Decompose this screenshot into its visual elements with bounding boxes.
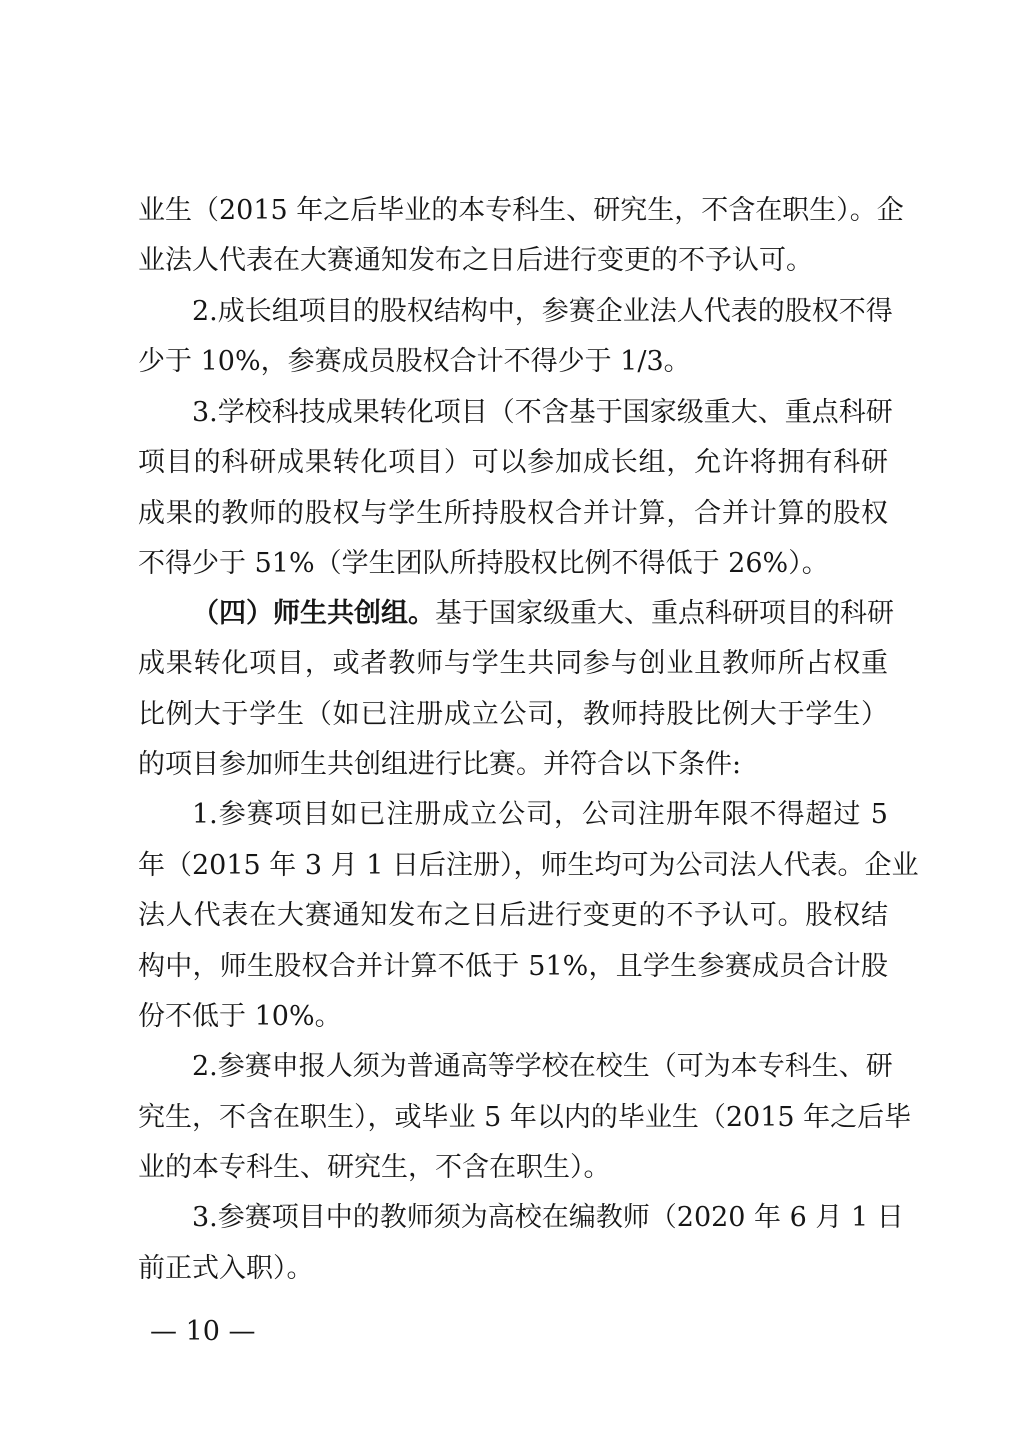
text-line-1: 业生（2015 年之后毕业的本专科生、研究生，不含在职生）。企	[138, 195, 904, 226]
text-line-18: 2.参赛申报人须为普通高等学校在校生（可为本专科生、研	[192, 1051, 893, 1082]
text-line-5: 3.学校科技成果转化项目（不含基于国家级重大、重点科研	[192, 397, 893, 428]
text-line-12: 的项目参加师生共创组进行比赛。并符合以下条件:	[138, 749, 742, 780]
text-line-6: 项目的科研成果转化项目）可以参加成长组，允许将拥有科研	[138, 447, 888, 478]
text-line-11: 比例大于学生（如已注册成立公司，教师持股比例大于学生）	[138, 699, 888, 730]
text-line-15: 法人代表在大赛通知发布之日后进行变更的不予认可。股权结	[138, 900, 888, 931]
text-line-14: 年（2015 年 3 月 1 日后注册），师生均可为公司法人代表。企业	[138, 850, 919, 881]
text-line-3: 2.成长组项目的股权结构中，参赛企业法人代表的股权不得	[192, 296, 893, 327]
text-line-19: 究生，不含在职生），或毕业 5 年以内的毕业生（2015 年之后毕	[138, 1102, 912, 1133]
text-line-2: 业法人代表在大赛通知发布之日后进行变更的不予认可。	[138, 245, 813, 276]
text-line-16: 构中，师生股权合并计算不低于 51%，且学生参赛成员合计股	[138, 951, 888, 982]
text-line-10: 成果转化项目，或者教师与学生共同参与创业且教师所占权重	[138, 648, 888, 679]
page-number: — 10 —	[150, 1316, 256, 1347]
section-heading-text: 基于国家级重大、重点科研项目的科研	[435, 598, 894, 629]
text-line-13: 1.参赛项目如已注册成立公司，公司注册年限不得超过 5	[192, 799, 888, 830]
text-line-21: 3.参赛项目中的教师须为高校在编教师（2020 年 6 月 1 日	[192, 1202, 904, 1233]
text-line-20: 业的本专科生、研究生，不含在职生）。	[138, 1152, 611, 1183]
text-line-17: 份不低于 10%。	[138, 1001, 342, 1032]
text-line-4: 少于 10%，参赛成员股权合计不得少于 1/3。	[138, 346, 691, 377]
text-line-8: 不得少于 51%（学生团队所持股权比例不得低于 26%）。	[138, 548, 829, 579]
section-heading: （四）师生共创组。	[192, 598, 435, 629]
text-line-9	[192, 594, 894, 634]
text-line-7: 成果的教师的股权与学生所持股权合并计算，合并计算的股权	[138, 498, 888, 529]
text-line-22: 前正式入职）。	[138, 1253, 314, 1284]
